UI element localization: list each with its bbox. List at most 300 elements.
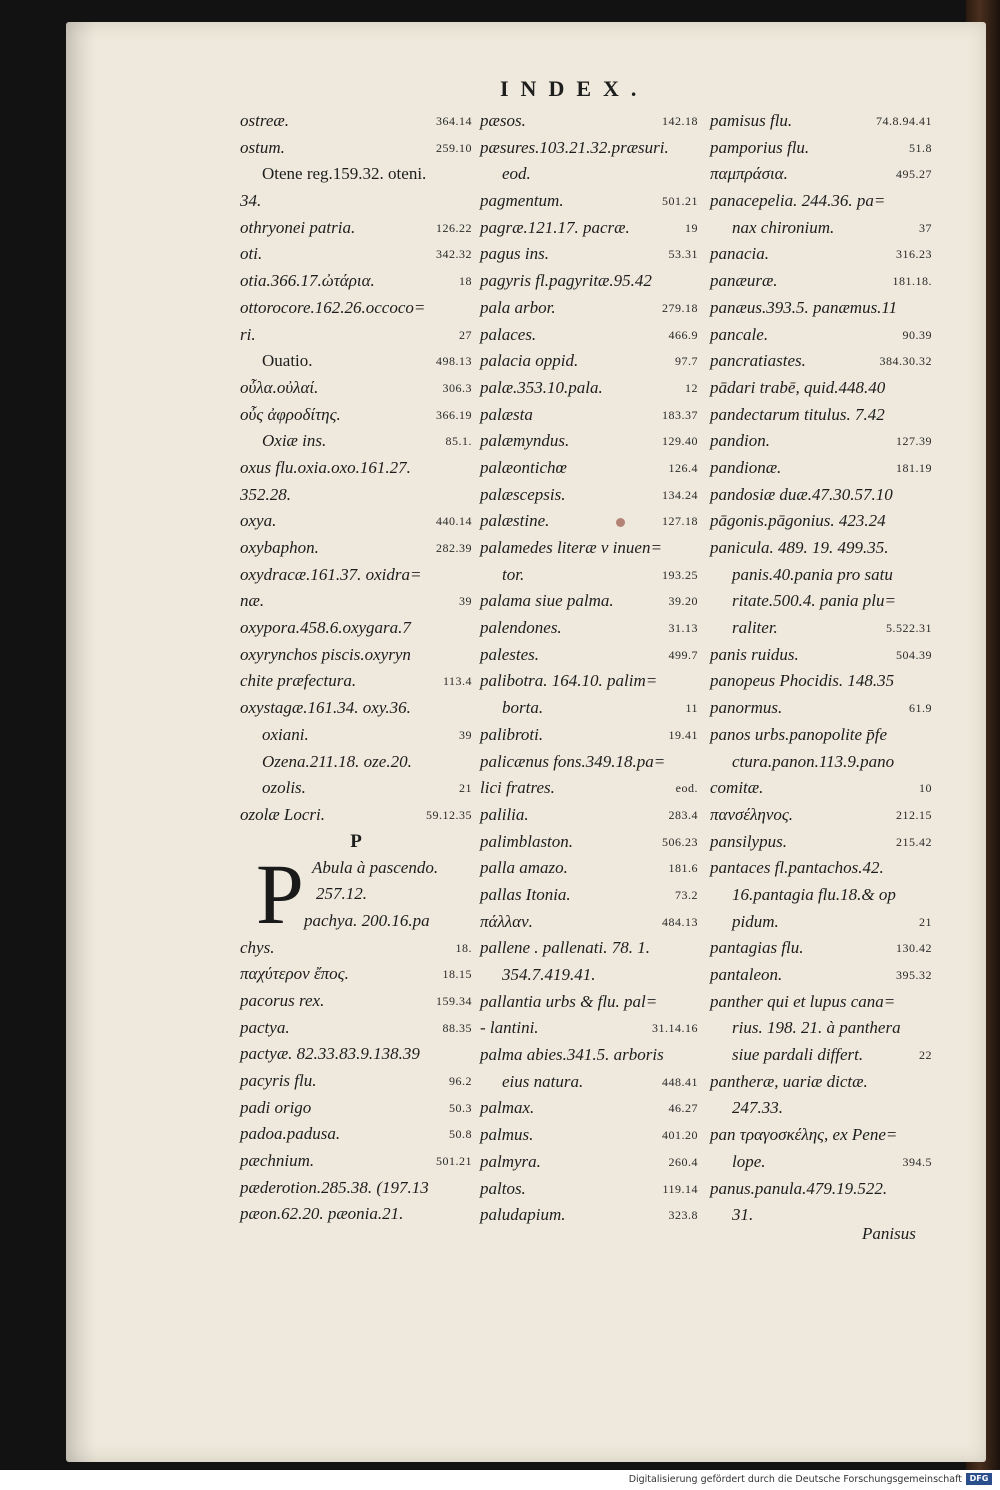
dropcap-letter: P <box>256 845 304 942</box>
index-entry <box>710 295 932 322</box>
entry-term: ri. <box>240 324 256 344</box>
entry-term: pantaleon. <box>710 965 783 984</box>
entry-reference: 18. <box>455 940 472 955</box>
index-entry <box>240 1148 472 1175</box>
entry-term: palæsta <box>480 404 533 424</box>
entry-reference: 31.14.16 <box>652 1021 698 1036</box>
entry-term: chite præfectura. <box>240 671 357 691</box>
index-entry <box>240 1201 472 1228</box>
index-entry <box>480 1176 698 1203</box>
index-entry <box>480 1202 698 1229</box>
index-entry <box>240 375 472 402</box>
entry-term: oxydracæ.161.37. oxidra= <box>240 564 422 584</box>
entry-reference: 395.32 <box>896 968 932 982</box>
entry-term: pandion. <box>710 431 770 451</box>
entry-term: pamisus flu. <box>710 111 793 130</box>
index-entry <box>710 588 932 615</box>
entry-term: pæchnium. <box>240 1151 315 1171</box>
index-entry <box>240 348 472 375</box>
entry-reference: 384.30.32 <box>879 354 932 369</box>
entry-term: lici fratres. <box>480 778 555 798</box>
index-entry <box>710 1069 932 1096</box>
entry-reference: 127.39 <box>896 434 932 449</box>
entry-term: raliter. <box>732 618 778 638</box>
index-entry <box>480 722 698 749</box>
entry-term: παμπράσια. <box>710 164 788 184</box>
entry-term: 31. <box>732 1205 754 1225</box>
entry-reference: 260.4 <box>668 1154 698 1169</box>
index-entry <box>240 108 472 135</box>
entry-reference: 88.35 <box>442 1020 472 1035</box>
entry-reference: 366.19 <box>436 407 472 422</box>
entry-reference: 134.24 <box>662 487 698 502</box>
entry-term: pæsos. <box>480 111 526 130</box>
dropcap-line: pachya. 200.16.pa <box>304 910 430 930</box>
entry-term: ozolæ Locri. <box>240 804 326 824</box>
entry-term: Otene reg.159.32. oteni. <box>262 164 427 184</box>
index-column-2 <box>480 108 698 1229</box>
entry-reference: 18 <box>459 274 472 289</box>
entry-term: eius natura. <box>502 1071 584 1091</box>
entry-term: πανσέληνος. <box>710 804 794 824</box>
entry-term: palendones. <box>480 618 562 638</box>
entry-term: oxiani. <box>262 724 309 744</box>
entry-term: tor. <box>502 564 525 584</box>
index-entry <box>710 428 932 455</box>
index-entry <box>710 241 932 268</box>
entry-term: palæontichœ <box>480 457 567 477</box>
entry-term: siue pardali differt. <box>732 1045 864 1065</box>
entry-reference: 21 <box>919 914 932 929</box>
index-entry <box>240 241 472 268</box>
entry-reference: 306.3 <box>442 380 472 395</box>
entry-term: pantaces fl.pantachos.42. <box>710 858 884 878</box>
entry-reference: 282.39 <box>436 541 472 555</box>
entry-reference: 11 <box>685 701 698 716</box>
index-entry <box>240 588 472 615</box>
index-entry <box>240 508 472 535</box>
entry-reference: 50.8 <box>449 1127 472 1142</box>
index-entry <box>710 161 932 188</box>
index-entry <box>710 775 932 802</box>
entry-term: paludapium. <box>480 1205 566 1225</box>
index-entry <box>710 402 932 429</box>
section-letter: P <box>350 830 362 852</box>
index-entry <box>240 135 472 162</box>
index-entry <box>710 695 932 722</box>
entry-term: panos urbs.panopolite p̄fe <box>710 724 888 744</box>
entry-reference: 59.12.35 <box>426 807 472 822</box>
entry-term: 247.33. <box>732 1098 783 1118</box>
index-entry <box>240 988 472 1015</box>
entry-term: παχύτερον ἔπος. <box>240 964 349 984</box>
entry-term: Ozena.211.18. oze.20. <box>262 751 412 771</box>
entry-term: rius. 198. 21. à panthera <box>732 1018 901 1038</box>
entry-term: pæsures.103.21.32.præsuri. <box>480 137 669 157</box>
dropcap-block <box>240 845 472 942</box>
entry-reference: 74.8.94.41 <box>876 114 932 128</box>
entry-reference: 21 <box>459 781 472 796</box>
index-entry <box>240 482 472 509</box>
entry-term: pidum. <box>732 911 779 931</box>
index-entry <box>710 348 932 375</box>
entry-term: palibotra. 164.10. palim= <box>480 671 658 691</box>
index-entry <box>710 1015 932 1042</box>
entry-term: ostum. <box>240 137 285 157</box>
entry-term: padoa.padusa. <box>240 1124 341 1144</box>
entry-term: palæstine. <box>480 511 550 531</box>
entry-term: panormus. <box>710 698 783 718</box>
entry-term: palæ.353.10.pala. <box>480 377 603 397</box>
index-entry <box>480 295 698 322</box>
index-entry <box>710 668 932 695</box>
entry-term: pāgonis.pāgonius. 423.24 <box>710 511 886 531</box>
entry-term: 352.28. <box>240 484 291 504</box>
entry-reference: 504.39 <box>896 647 932 662</box>
index-entry <box>240 428 472 455</box>
index-entry <box>710 1042 932 1069</box>
index-entry <box>480 1069 698 1096</box>
index-entry <box>480 1095 698 1122</box>
entry-term: - lantini. <box>480 1018 539 1038</box>
entry-reference: 39.20 <box>668 594 698 609</box>
entry-term: oxybaphon. <box>240 538 319 557</box>
entry-term: borta. <box>502 698 544 718</box>
entry-term: oxyrynchos piscis.oxyryn <box>240 644 411 664</box>
index-entry <box>710 215 932 242</box>
entry-reference: 316.23 <box>896 247 932 262</box>
entry-reference: 96.2 <box>449 1074 472 1088</box>
entry-term: oxya. <box>240 511 277 531</box>
entry-term: palmyra. <box>480 1151 541 1171</box>
entry-reference: 113.4 <box>442 674 472 689</box>
entry-reference: 39 <box>459 594 472 609</box>
entry-term: πάλλαν. <box>480 911 533 931</box>
entry-term: pādari trabē, quid.448.40 <box>710 377 886 397</box>
entry-term: ottorocore.162.26.occoco= <box>240 297 426 317</box>
entry-term: 34. <box>240 191 262 211</box>
index-entry <box>480 829 698 856</box>
entry-reference: 61.9 <box>909 701 932 716</box>
entry-reference: 506.23 <box>662 834 698 849</box>
entry-term: pagyris fl.pagyritæ.95.42 <box>480 271 652 291</box>
entry-term: palama siue palma. <box>480 591 614 611</box>
entry-reference: 127.18 <box>662 514 698 529</box>
entry-term: pandosiæ duæ.47.30.57.10 <box>710 484 893 504</box>
index-entry <box>240 402 472 429</box>
index-entry <box>240 1121 472 1148</box>
index-entry <box>710 1176 932 1203</box>
index-entry <box>240 935 472 962</box>
index-entry <box>480 588 698 615</box>
index-entry <box>480 268 698 295</box>
entry-term: Oxiæ ins. <box>262 431 327 451</box>
entry-term: panis ruidus. <box>710 644 799 664</box>
entry-reference: 401.20 <box>662 1128 698 1143</box>
index-entry <box>710 855 932 882</box>
entry-term: ozolis. <box>262 778 306 798</box>
index-entry <box>480 482 698 509</box>
index-entry <box>710 829 932 856</box>
index-entry <box>480 802 698 829</box>
index-entry <box>710 508 932 535</box>
entry-term: panacia. <box>710 244 770 264</box>
entry-term: pagræ.121.17. pacræ. <box>480 217 630 237</box>
index-entry <box>240 1175 472 1202</box>
entry-term: panus.panula.479.19.522. <box>710 1178 888 1198</box>
entry-term: ostreæ. <box>240 111 289 130</box>
index-entry <box>240 562 472 589</box>
index-entry <box>480 642 698 669</box>
entry-reference: 12 <box>685 380 698 395</box>
entry-term: oxypora.458.6.oxygara.7 <box>240 618 411 638</box>
spine-shadow <box>66 22 96 1462</box>
entry-reference: 51.8 <box>909 140 932 155</box>
entry-term: palæscepsis. <box>480 484 566 504</box>
entry-term: ctura.panon.113.9.pano <box>732 751 895 771</box>
entry-reference: 193.25 <box>662 567 698 582</box>
index-entry <box>240 1015 472 1042</box>
index-entry <box>240 668 472 695</box>
entry-term: panæuræ. <box>710 271 778 291</box>
column-1-tail-entries <box>240 935 472 1229</box>
index-entry <box>240 961 472 988</box>
index-entry <box>480 402 698 429</box>
index-column-1 <box>240 108 472 1228</box>
index-entry <box>710 962 932 989</box>
entry-term: pamporius flu. <box>710 137 810 157</box>
entry-term: palacia oppid. <box>480 351 579 371</box>
entry-term: pacyris flu. <box>240 1071 317 1090</box>
entry-term: pan τραγοσκέλης, ex Pene= <box>710 1125 898 1145</box>
index-entry <box>240 535 472 562</box>
entry-term: palestes. <box>480 644 540 664</box>
entry-reference: 39 <box>459 727 472 742</box>
entry-term: chys. <box>240 937 275 957</box>
dfg-logo: DFG <box>966 1473 992 1485</box>
index-entry <box>480 775 698 802</box>
entry-reference: 27 <box>459 327 472 342</box>
entry-reference: 85.1. <box>445 434 472 449</box>
dropcap-line: Abula à pascendo. <box>312 857 439 877</box>
index-entry <box>710 722 932 749</box>
index-entry <box>710 802 932 829</box>
entry-term: palaces. <box>480 324 537 344</box>
index-entry <box>480 855 698 882</box>
entry-reference: 126.4 <box>668 460 698 475</box>
index-entry <box>710 615 932 642</box>
entry-reference: 499.7 <box>668 647 698 662</box>
index-entry <box>480 962 698 989</box>
entry-reference: 283.4 <box>668 807 698 822</box>
index-entry <box>480 241 698 268</box>
entry-term: palibroti. <box>480 724 544 744</box>
entry-term: panis.40.pania pro satu <box>732 564 893 584</box>
entry-reference: 342.32 <box>436 247 472 262</box>
entry-reference: 90.39 <box>902 327 932 342</box>
entry-term: palicænus fons.349.18.pa= <box>480 751 666 771</box>
index-entry <box>710 882 932 909</box>
entry-reference: 31.13 <box>668 621 698 636</box>
index-entry <box>240 1068 472 1095</box>
entry-reference: 37 <box>919 220 932 235</box>
entry-term: pallene . pallenati. 78. 1. <box>480 938 650 958</box>
entry-reference: 97.7 <box>675 354 698 369</box>
entry-reference: 142.18 <box>662 114 698 128</box>
entry-term: padi origo <box>240 1097 312 1117</box>
index-entry <box>240 188 472 215</box>
entry-term: palamedes literæ v inuen= <box>480 538 662 557</box>
entry-term: pallantia urbs & flu. pal= <box>480 991 658 1011</box>
index-entry <box>480 535 698 562</box>
entry-term: othryonei patria. <box>240 217 356 237</box>
entry-term: pandionæ. <box>710 457 782 477</box>
entry-term: lope. <box>732 1151 766 1171</box>
entry-reference: 394.5 <box>902 1154 932 1169</box>
entry-reference: 18.15 <box>442 967 472 982</box>
index-entry <box>480 1042 698 1069</box>
entry-term: comitæ. <box>710 778 764 798</box>
entry-reference: 183.37 <box>662 407 698 422</box>
entry-term: pantheræ, uariæ dictæ. <box>710 1071 868 1091</box>
entry-term: paltos. <box>480 1178 526 1198</box>
entry-reference: 159.34 <box>436 993 472 1008</box>
entry-reference: 130.42 <box>896 941 932 956</box>
index-entry <box>480 1015 698 1042</box>
index-entry <box>480 695 698 722</box>
entry-reference: 498.13 <box>436 354 472 369</box>
entry-reference: 73.2 <box>675 887 698 902</box>
index-entry <box>710 322 932 349</box>
entry-term: Ouatio. <box>262 351 313 371</box>
index-entry <box>710 108 932 135</box>
entry-term: palma abies.341.5. arboris <box>480 1045 664 1065</box>
entry-term: pala arbor. <box>480 297 556 317</box>
entry-term: οὖλα.οὐλαί. <box>240 377 319 397</box>
entry-reference: 10 <box>919 781 932 796</box>
entry-term: palla amazo. <box>480 858 568 878</box>
index-entry <box>240 268 472 295</box>
entry-reference: 448.41 <box>662 1074 698 1089</box>
index-entry <box>710 909 932 936</box>
index-entry <box>240 802 472 829</box>
index-entry <box>480 668 698 695</box>
index-entry <box>480 375 698 402</box>
entry-term: pansilypus. <box>710 831 787 851</box>
entry-reference: 129.40 <box>662 434 698 449</box>
entry-reference: 181.19 <box>896 460 932 475</box>
index-entry <box>480 989 698 1016</box>
entry-term: pæon.62.20. pæonia.21. <box>240 1204 404 1224</box>
entry-reference: 181.6 <box>668 861 698 876</box>
index-entry <box>240 1095 472 1122</box>
entry-term: pantagias flu. <box>710 938 804 958</box>
entry-reference: 466.9 <box>668 327 698 342</box>
column-1-entries <box>240 108 472 829</box>
index-entry <box>710 375 932 402</box>
entry-reference: 501.21 <box>662 194 698 209</box>
index-column-3 <box>710 108 932 1229</box>
index-entry <box>710 482 932 509</box>
index-entry <box>240 161 472 188</box>
entry-term: pagmentum. <box>480 191 564 211</box>
entry-reference: 495.27 <box>896 167 932 182</box>
entry-term: οὖς ἀφροδίτης. <box>240 404 341 424</box>
index-entry <box>480 909 698 936</box>
entry-term: pactyæ. 82.33.83.9.138.39 <box>240 1044 420 1064</box>
index-entry <box>480 135 698 162</box>
entry-reference: 19.41 <box>668 727 698 742</box>
index-entry <box>240 1041 472 1068</box>
index-entry <box>710 935 932 962</box>
entry-term: palilia. <box>480 804 529 824</box>
entry-reference: 279.18 <box>662 300 698 315</box>
index-entry <box>240 642 472 669</box>
entry-term: panopeus Phocidis. 148.35 <box>710 671 895 691</box>
catchword: Panisus <box>862 1224 916 1243</box>
index-entry <box>240 749 472 776</box>
entry-term: panicula. 489. 19. 499.35. <box>710 538 889 557</box>
index-entry <box>710 989 932 1016</box>
entry-term: eod. <box>502 164 531 184</box>
entry-term: panacepelia. 244.36. pa= <box>710 191 886 211</box>
entry-reference: 119.14 <box>662 1181 698 1196</box>
entry-term: oti. <box>240 244 263 264</box>
entry-reference: 259.10 <box>436 140 472 155</box>
entry-term: pacorus rex. <box>240 990 325 1010</box>
index-entry <box>710 562 932 589</box>
footer-credit: Digitalisierung gefördert durch die Deutsche Forschungsgemeinschaft <box>628 1474 962 1485</box>
index-entry <box>480 882 698 909</box>
index-entry <box>480 562 698 589</box>
index-entry <box>710 188 932 215</box>
index-entry <box>480 215 698 242</box>
entry-reference: 215.42 <box>896 834 932 849</box>
index-entry <box>480 108 698 135</box>
entry-reference: eod. <box>675 781 698 796</box>
entry-reference: 484.13 <box>662 914 698 929</box>
index-entry <box>240 775 472 802</box>
entry-term: palmax. <box>480 1098 535 1118</box>
entry-term: pæderotion.285.38. (197.13 <box>240 1177 429 1197</box>
entry-term: pagus ins. <box>480 244 549 264</box>
entry-term: palmus. <box>480 1125 534 1145</box>
entry-reference: 53.31 <box>668 247 698 262</box>
index-entry <box>710 642 932 669</box>
index-entry <box>480 322 698 349</box>
index-entry <box>240 722 472 749</box>
index-entry <box>240 295 472 322</box>
index-entry <box>710 455 932 482</box>
entry-reference: 46.27 <box>668 1101 698 1116</box>
entry-term: næ. <box>240 591 265 611</box>
index-entry <box>480 1122 698 1149</box>
entry-reference: 364.14 <box>436 114 472 128</box>
index-entry <box>710 1149 932 1176</box>
index-entry <box>240 215 472 242</box>
index-entry <box>480 428 698 455</box>
entry-reference: 5.522.31 <box>886 621 932 636</box>
entry-term: ritate.500.4. pania plu= <box>732 591 896 611</box>
index-entry <box>710 1122 932 1149</box>
entry-reference: 440.14 <box>436 514 472 529</box>
entry-reference: 126.22 <box>436 220 472 235</box>
entry-reference: 212.15 <box>896 807 932 822</box>
index-entry <box>480 1149 698 1176</box>
entry-term: pancratiastes. <box>710 351 806 371</box>
entry-term: pancale. <box>710 324 769 344</box>
index-entry <box>240 615 472 642</box>
